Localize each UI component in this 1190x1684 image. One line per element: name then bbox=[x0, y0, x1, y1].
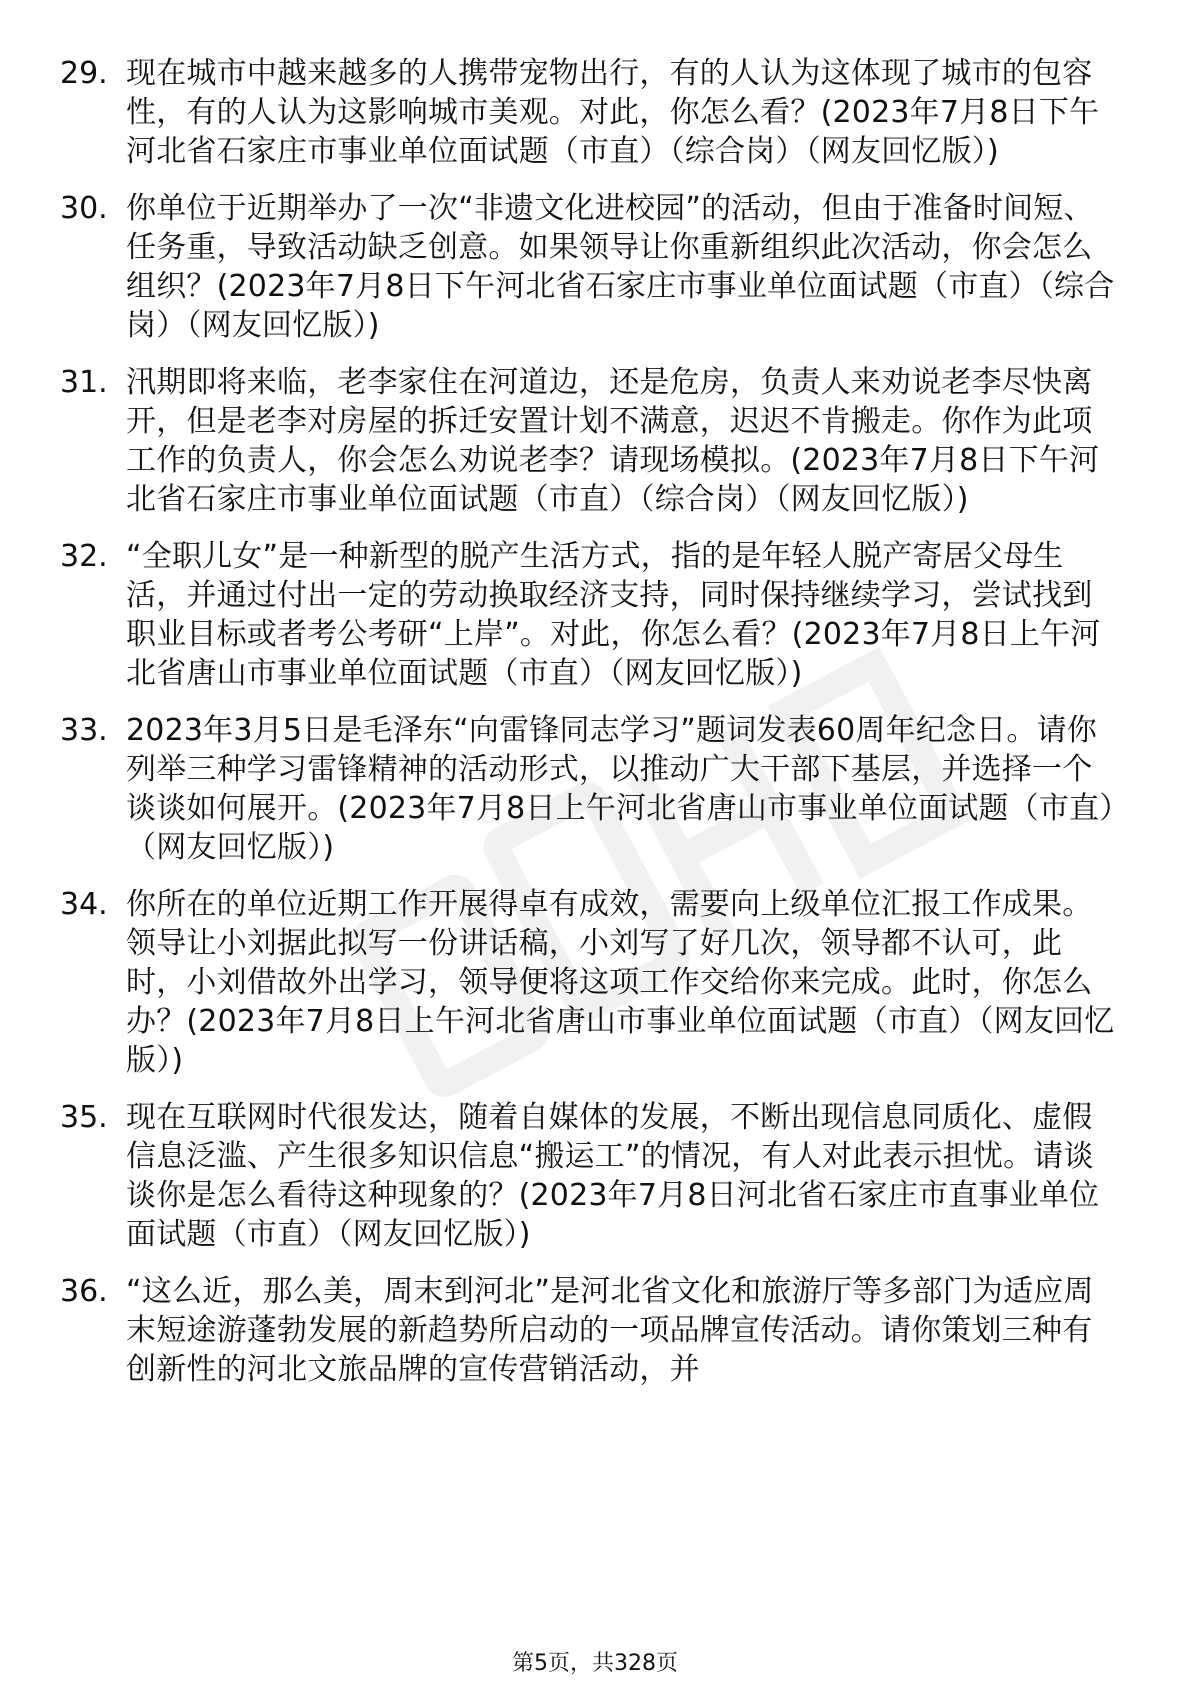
question-text: 现在城市中越来越多的人携带宠物出行，有的人认为这体现了城市的包容性，有的人认为这影响城市美观。对此，你怎么看？(2023年7月8日下午河北省石家庄市事业单位面试题（市直）（综合岗）（网友回忆版）) bbox=[126, 56, 1100, 169]
question-item bbox=[60, 1272, 1120, 1389]
question-number: 31. bbox=[60, 365, 108, 400]
question-number: 34. bbox=[60, 887, 108, 922]
question-text: 汛期即将来临，老李家住在河道边，还是危房，负责人来劝说老李尽快离开，但是老李对房屋的拆迁安置计划不满意，迟迟不肯搬走。你作为此项工作的负责人，你会怎么劝说老李？请现场模拟。(2023年7月8日下午河北省石家庄市事业单位面试题（市直）（综合岗）（网友回忆版）) bbox=[126, 365, 1100, 517]
question-item bbox=[60, 711, 1120, 867]
question-text: 你所在的单位近期工作开展得卓有成效，需要向上级单位汇报工作成果。领导让小刘据此拟写一份讲话稿，小刘写了好几次，领导都不认可，此时，小刘借故外出学习，领导便将这项工作交给你来完成。此时，你怎么办？(2023年7月8日上午河北省唐山市事业单位面试题（市直）（网友回忆版）) bbox=[126, 887, 1115, 1078]
question-text: “全职儿女”是一种新型的脱产生活方式，指的是年轻人脱产寄居父母生活，并通过付出一定的劳动换取经济支持，同时保持继续学习，尝试找到职业目标或者考公考研“上岸”。对此，你怎么看？(2023年7月8日上午河北省唐山市事业单位面试题（市直）（网友回忆版）) bbox=[126, 539, 1101, 691]
question-item bbox=[60, 885, 1120, 1080]
question-number: 36. bbox=[60, 1274, 108, 1309]
question-text: 你单位于近期举办了一次“非遗文化进校园”的活动，但由于准备时间短、任务重，导致活动缺乏创意。如果领导让你重新组织此次活动，你会怎么组织？(2023年7月8日下午河北省石家庄市事业单位面试题（市直）（综合岗）（网友回忆版）) bbox=[126, 191, 1115, 343]
page-footer bbox=[0, 1651, 1190, 1677]
question-number: 35. bbox=[60, 1100, 108, 1135]
question-number: 29. bbox=[60, 56, 108, 91]
question-number: 30. bbox=[60, 191, 108, 226]
question-number: 33. bbox=[60, 713, 108, 748]
page-number-label: 第5页，共328页 bbox=[512, 1651, 678, 1676]
question-item bbox=[60, 537, 1120, 693]
question-list bbox=[60, 54, 1120, 1407]
question-item bbox=[60, 363, 1120, 519]
question-item bbox=[60, 54, 1120, 171]
question-item bbox=[60, 1098, 1120, 1254]
question-text: “这么近，那么美，周末到河北”是河北省文化和旅游厅等多部门为适应周末短途游蓬勃发展的新趋势所启动的一项品牌宣传活动。请你策划三种有创新性的河北文旅品牌的宣传营销活动，并 bbox=[126, 1274, 1094, 1387]
question-number: 32. bbox=[60, 539, 108, 574]
question-text: 现在互联网时代很发达，随着自媒体的发展，不断出现信息同质化、虚假信息泛滥、产生很多知识信息“搬运工”的情况，有人对此表示担忧。请谈谈你是怎么看待这种现象的？(2023年7月8日河北省石家庄市直事业单位面试题（市直）（网友回忆版）) bbox=[126, 1100, 1100, 1252]
question-text: 2023年3月5日是毛泽东“向雷锋同志学习”题词发表60周年纪念日。请你列举三种学习雷锋精神的活动形式，以推动广大干部下基层，并选择一个谈谈如何展开。(2023年7月8日上午河北省唐山市事业单位面试题（市直）（网友回忆版）) bbox=[126, 713, 1115, 865]
question-item bbox=[60, 189, 1120, 345]
